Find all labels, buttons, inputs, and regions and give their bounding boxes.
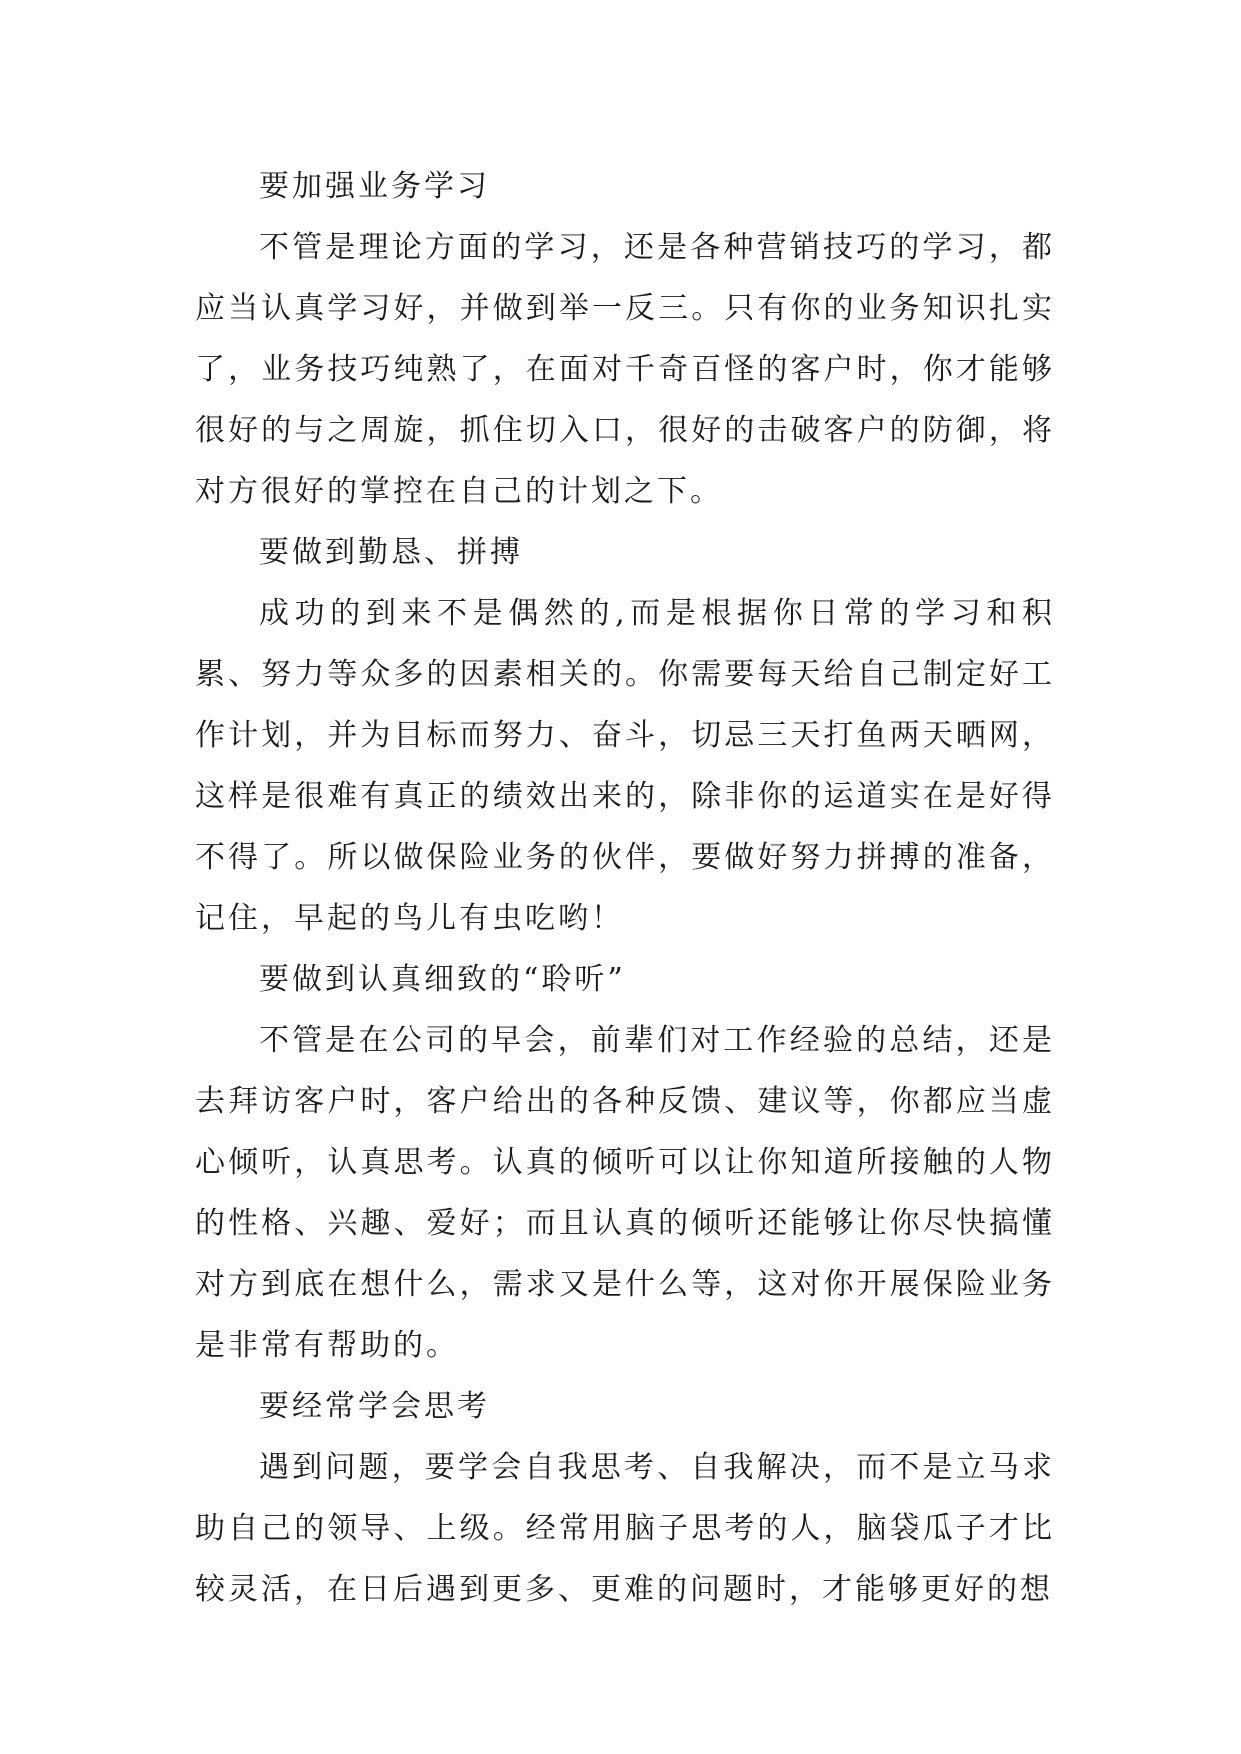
section-paragraph-listening: 不管是在公司的早会，前辈们对工作经验的总结，还是去拜访客户时，客户给出的各种反馈、建议等，你都应当虚心倾听，认真思考。认真的倾听可以让你知道所接触的人物的性格、兴趣、爱好；而且认真的倾听还能够让你尽快搞懂对方到底在想什么，需求又是什么等，这对你开展保险业务是非常有帮助的。 [195,1023,1055,1363]
section-paragraph-study: 不管是理论方面的学习，还是各种营销技巧的学习，都应当认真学习好，并做到举一反三。只有你的业务知识扎实了，业务技巧纯熟了，在面对千奇百怪的客户时，你才能够很好的与之周旋，抓住切入口，很好的击破客户的防御，将对方很好的掌控在自己的计划之下。 [195,230,1055,509]
section-heading-diligence: 要做到勤恳、拼搏 [259,535,523,570]
section-heading-thinking: 要经常学会思考 [259,1389,490,1424]
document-body [195,156,1055,1620]
section-paragraph-diligence: 成功的到来不是偶然的,而是根据你日常的学习和积累、努力等众多的因素相关的。你需要每天给自己制定好工作计划，并为目标而努力、奋斗，切忌三天打鱼两天晒网，这样是很难有真正的绩效出来的，除非你的运道实在是好得不得了。所以做保险业务的伙伴，要做好努力拼搏的准备，记住，早起的鸟儿有虫吃哟！ [195,596,1055,936]
section-heading-study: 要加强业务学习 [259,169,490,204]
section-paragraph-thinking: 遇到问题，要学会自我思考、自我解决，而不是立马求助自己的领导、上级。经常用脑子思考的人，脑袋瓜子才比较灵活，在日后遇到更多、更难的问题时，才能够更好的想 [195,1450,1055,1607]
section-heading-listening: 要做到认真细致的“聆听” [259,962,626,997]
